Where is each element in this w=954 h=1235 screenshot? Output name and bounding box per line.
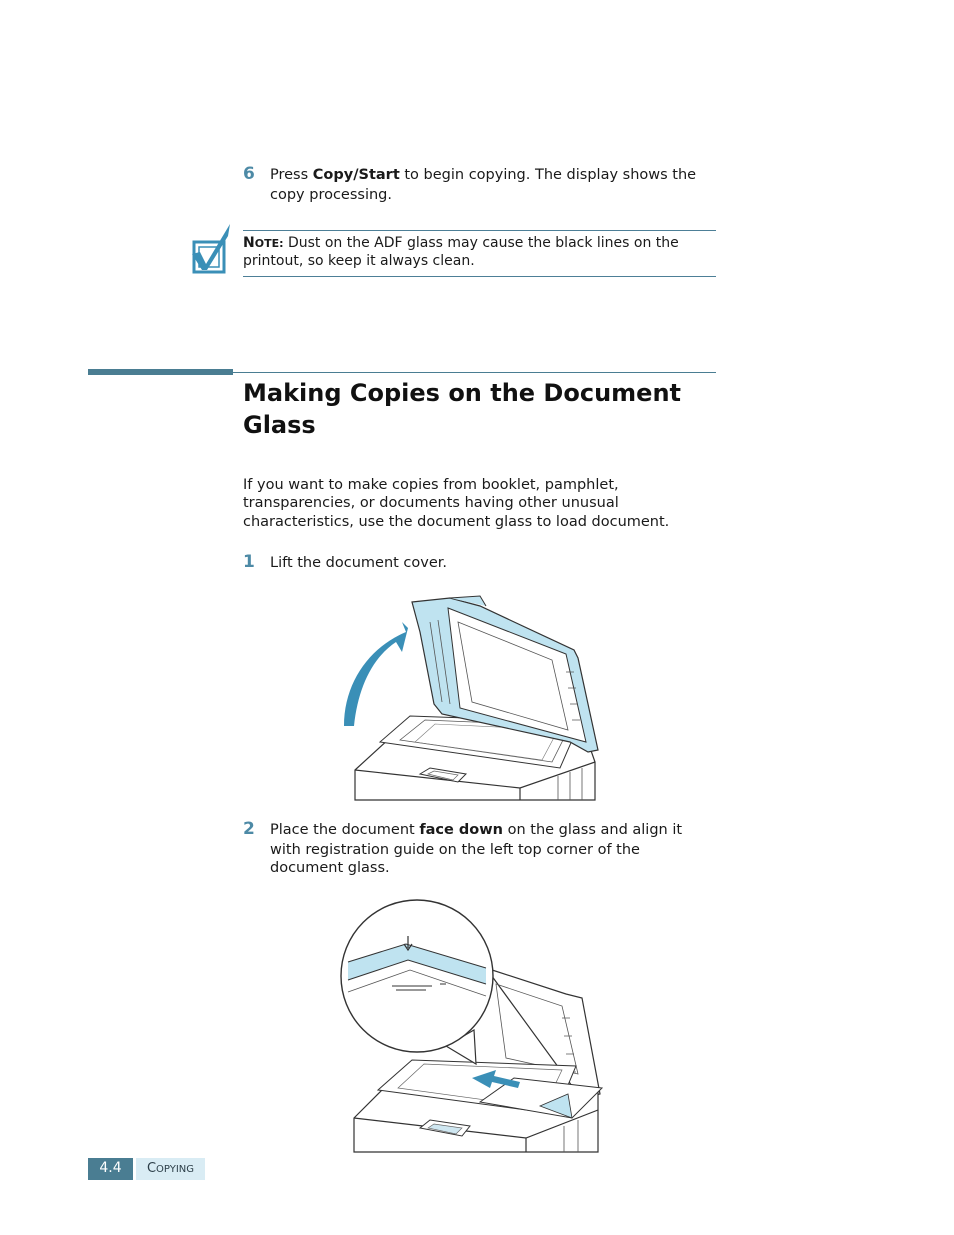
section-accent-bar: [88, 369, 233, 375]
note-label: [243, 235, 284, 251]
step-number-2: 2: [243, 819, 255, 839]
note-label-first: N: [243, 235, 255, 251]
lift-arrow-icon: [344, 622, 408, 726]
step-2-pre: Place the document: [270, 822, 420, 838]
step-6-post: to begin copying. The display shows the: [399, 167, 697, 183]
intro-line1: If you want to make copies from booklet, pamphlet,: [243, 477, 619, 493]
note-bottom-rule: [243, 276, 716, 277]
page-number: 4.4: [88, 1158, 133, 1180]
step-2-text: [270, 821, 720, 840]
step-6-pre: Press: [270, 167, 313, 183]
note-line1: Dust on the ADF glass may cause the black lines on the: [283, 235, 679, 251]
note-label-rest: OTE:: [254, 237, 284, 250]
place-document-illustration: [336, 898, 606, 1154]
chapter-first: C: [146, 1161, 157, 1176]
intro-line2: transparencies, or documents having other unusual: [243, 495, 619, 511]
section-title-line2: Glass: [243, 411, 316, 439]
intro-line3: characteristics, use the document glass to load document.: [243, 514, 670, 530]
step-6-text: [270, 166, 720, 185]
section-rule: [233, 372, 716, 373]
note-line2: printout, so keep it always clean.: [243, 253, 475, 269]
section-title-line1: Making Copies on the Document: [243, 379, 681, 407]
step-number-6: 6: [243, 164, 255, 184]
note-text: [243, 235, 718, 252]
checkmark-note-icon: [190, 222, 234, 274]
note-top-rule: [243, 230, 716, 231]
step-number-1: 1: [243, 552, 255, 572]
step-1-text: Lift the document cover.: [270, 555, 448, 571]
step-6-line2: copy processing.: [270, 187, 392, 203]
step-2-line2: with registration guide on the left top corner of the: [270, 842, 640, 858]
step-2-post: on the glass and align it: [502, 822, 683, 838]
lift-cover-illustration: [330, 592, 610, 804]
copy-start-label: Copy/Start: [312, 167, 400, 183]
chapter-rest: OPYING: [156, 1164, 195, 1175]
step-2-line3: document glass.: [270, 860, 390, 876]
chapter-label: [136, 1158, 205, 1180]
face-down-label: face down: [419, 822, 503, 838]
